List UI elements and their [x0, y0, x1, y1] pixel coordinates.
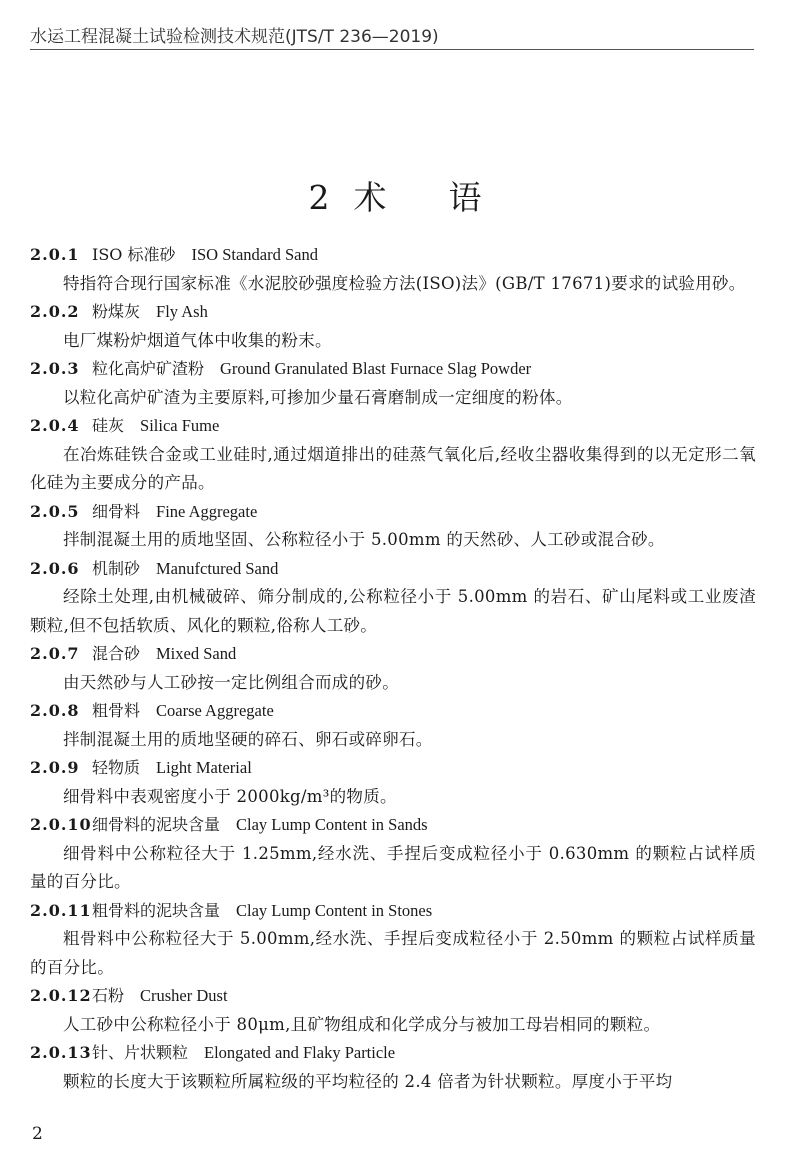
term-chinese: 粗骨料的泥块含量 [92, 900, 221, 920]
term-definition: 在冶炼硅铁合金或工业硅时,通过烟道排出的硅蒸气氧化后,经收尘器收集得到的以无定形二氧化硅为主要成分的产品。 [30, 444, 756, 492]
term-entry [30, 355, 756, 412]
term-number: 2.0.11 [30, 900, 92, 920]
chapter-title-part2: 语 [448, 178, 482, 217]
term-chinese: 硅灰 [92, 416, 125, 435]
term-chinese: 针、片状颗粒 [92, 1043, 189, 1062]
terms-list [30, 241, 756, 1096]
term-english: Light Material [156, 758, 252, 777]
term-definition: 由天然砂与人工砂按一定比例组合而成的砂。 [63, 672, 399, 692]
term-definition: 以粒化高炉矿渣为主要原料,可掺加少量石膏磨制成一定细度的粉体。 [63, 387, 573, 407]
term-number: 2.0.8 [30, 701, 80, 720]
running-header: 水运工程混凝土试验检测技术规范(JTS/T 236—2019) [30, 27, 439, 47]
term-number: 2.0.3 [30, 359, 80, 378]
term-definition: 粗骨料中公称粒径大于 5.00mm,经水洗、手捏后变成粒径小于 2.50mm 的颗粒占试样质量的百分比。 [30, 929, 756, 977]
term-number: 2.0.6 [30, 558, 80, 578]
term-number: 2.0.10 [30, 815, 92, 834]
term-english: Ground Granulated Blast Furnace Slag Powder [220, 359, 532, 378]
term-definition: 特指符合现行国家标准《水泥胶砂强度检验方法(ISO)法》(GB/T 17671)要求的试验用砂。 [63, 273, 746, 293]
term-entry [30, 555, 756, 641]
term-chinese: 细骨料 [92, 501, 141, 521]
term-english: Silica Fume [140, 416, 220, 435]
term-definition: 颗粒的长度大于该颗粒所属粒级的平均粒径的 2.4 倍者为针状颗粒。厚度小于平均 [63, 1071, 673, 1091]
term-definition: 细骨料中公称粒径大于 1.25mm,经水洗、手捏后变成粒径小于 0.630mm 的颗粒占试样质量的百分比。 [30, 843, 756, 891]
term-chinese: 粗骨料 [92, 701, 141, 720]
term-entry [30, 1039, 756, 1096]
term-entry [30, 982, 756, 1039]
term-english: Fly Ash [156, 302, 208, 321]
header-divider [30, 49, 754, 50]
term-entry [30, 640, 756, 697]
term-english: Clay Lump Content in Sands [236, 815, 428, 834]
term-number: 2.0.7 [30, 644, 80, 663]
term-chinese: 混合砂 [92, 644, 141, 663]
term-entry [30, 298, 756, 355]
term-chinese: 石粉 [92, 986, 125, 1005]
term-entry [30, 412, 756, 498]
term-chinese: 粒化高炉矿渣粉 [92, 359, 205, 378]
term-definition: 经除土处理,由机械破碎、筛分制成的,公称粒径小于 5.00mm 的岩石、矿山尾料或工业废渣颗粒,但不包括软质、风化的颗粒,俗称人工砂。 [30, 587, 756, 635]
term-definition: 拌制混凝土用的质地坚硬的碎石、卵石或碎卵石。 [63, 729, 433, 749]
term-chinese: 细骨料的泥块含量 [92, 815, 221, 834]
chapter-title [0, 172, 790, 219]
term-chinese: ISO 标准砂 [92, 245, 176, 264]
term-english: Crusher Dust [140, 986, 228, 1005]
term-chinese: 轻物质 [92, 758, 141, 777]
term-english: Coarse Aggregate [156, 701, 274, 720]
term-number: 2.0.2 [30, 302, 80, 321]
term-english: Clay Lump Content in Stones [236, 900, 433, 920]
term-definition: 电厂煤粉炉烟道气体中收集的粉末。 [63, 330, 332, 350]
page-number: 2 [32, 1124, 43, 1144]
term-definition: 拌制混凝土用的质地坚固、公称粒径小于 5.00mm 的天然砂、人工砂或混合砂。 [63, 530, 665, 549]
term-number: 2.0.4 [30, 416, 80, 435]
term-english: Fine Aggregate [156, 501, 258, 521]
term-chinese: 粉煤灰 [92, 302, 141, 321]
term-entry [30, 697, 756, 754]
chapter-number: 2 [308, 178, 330, 217]
term-entry [30, 897, 756, 983]
term-number: 2.0.5 [30, 501, 80, 521]
chapter-title-part1: 术 [353, 178, 387, 217]
term-number: 2.0.1 [30, 245, 80, 264]
term-entry [30, 241, 756, 298]
term-entry [30, 498, 756, 555]
term-english: Elongated and Flaky Particle [204, 1043, 396, 1062]
term-chinese: 机制砂 [92, 558, 141, 578]
term-number: 2.0.9 [30, 758, 80, 777]
term-number: 2.0.12 [30, 986, 92, 1005]
term-entry [30, 811, 756, 897]
term-definition: 细骨料中表观密度小于 2000kg/m³的物质。 [63, 786, 397, 806]
term-number: 2.0.13 [30, 1043, 92, 1062]
term-entry [30, 754, 756, 811]
term-english: ISO Standard Sand [191, 245, 318, 264]
term-definition: 人工砂中公称粒径小于 80μm,且矿物组成和化学成分与被加工母岩相同的颗粒。 [63, 1014, 661, 1034]
term-english: Manufctured Sand [156, 558, 279, 578]
term-english: Mixed Sand [156, 644, 237, 663]
